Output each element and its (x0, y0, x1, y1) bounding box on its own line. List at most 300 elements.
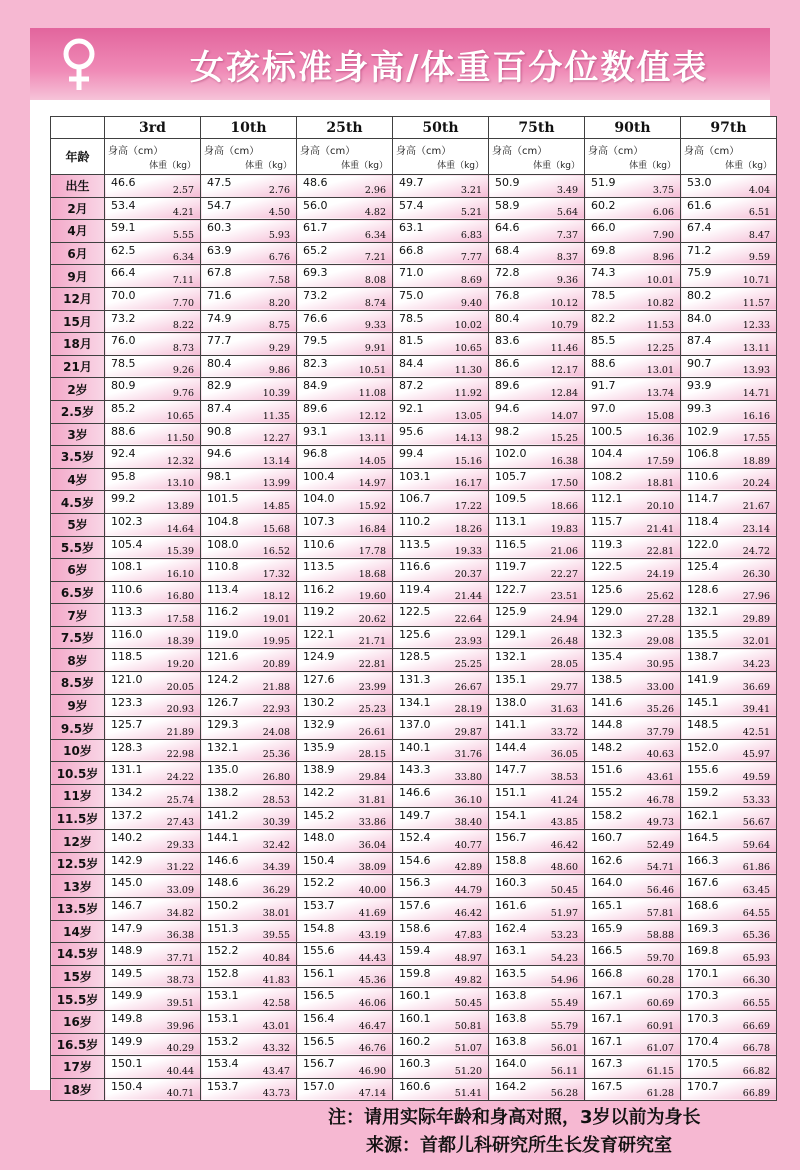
value-cell (297, 717, 393, 740)
height-value: 96.8 (303, 447, 328, 461)
weight-value: 42.58 (262, 997, 290, 1009)
value-cell (393, 287, 489, 310)
weight-value: 36.29 (262, 885, 290, 896)
height-value: 122.5 (399, 605, 431, 619)
height-value: 158.6 (399, 921, 431, 935)
weight-value: 46.76 (358, 1043, 386, 1055)
height-value: 153.1 (207, 989, 239, 1003)
value-cell (585, 672, 681, 695)
weight-value: 59.64 (742, 839, 770, 851)
height-value: 163.8 (495, 1034, 527, 1048)
weight-value: 22.98 (166, 749, 194, 761)
value-cell (681, 649, 777, 672)
value-cell (297, 220, 393, 243)
height-value: 137.2 (111, 808, 143, 822)
weight-value: 26.48 (550, 636, 578, 648)
corner-cell (51, 117, 105, 139)
weight-value: 9.86 (268, 365, 290, 377)
value-cell (393, 920, 489, 943)
height-value: 79.5 (303, 334, 328, 348)
value-cell (489, 785, 585, 808)
weight-value: 12.17 (550, 365, 578, 377)
weight-value: 42.89 (454, 862, 482, 874)
weight-value: 9.29 (268, 342, 290, 354)
weight-value: 6.34 (364, 229, 386, 241)
height-value: 162.1 (687, 808, 719, 822)
weight-value: 12.84 (550, 387, 578, 399)
height-value: 163.5 (495, 966, 527, 980)
weight-value: 12.27 (262, 433, 290, 445)
weight-value: 11.50 (166, 433, 194, 445)
height-value: 159.2 (687, 786, 719, 800)
weight-value: 50.81 (454, 1020, 482, 1032)
value-cell (201, 423, 297, 446)
height-value: 108.1 (111, 560, 143, 574)
height-value: 47.5 (207, 176, 232, 189)
weight-value: 34.23 (742, 659, 770, 671)
value-cell (585, 400, 681, 423)
table-row (51, 333, 777, 356)
value-cell (489, 807, 585, 830)
weight-value: 24.19 (646, 568, 674, 580)
weight-value: 26.61 (358, 726, 386, 738)
height-value: 159.4 (399, 944, 431, 958)
table-row (51, 965, 777, 988)
height-value: 66.4 (111, 266, 136, 280)
value-cell (585, 830, 681, 853)
value-cell (489, 400, 585, 423)
weight-value: 3.75 (652, 184, 674, 196)
value-cell (585, 310, 681, 333)
value-cell (105, 1033, 201, 1056)
value-cell (393, 197, 489, 220)
height-label: 身高（cm） (108, 146, 164, 157)
weight-value: 17.55 (742, 433, 770, 445)
value-cell (585, 898, 681, 921)
weight-value: 43.73 (262, 1088, 290, 1100)
source-note (366, 1131, 672, 1157)
height-value: 46.6 (111, 176, 136, 189)
table-row (51, 446, 777, 469)
height-value: 165.1 (591, 899, 623, 912)
value-cell (105, 943, 201, 966)
height-value: 144.4 (495, 740, 527, 754)
value-cell (681, 943, 777, 966)
weight-value: 51.07 (454, 1043, 482, 1055)
weight-value: 22.64 (454, 613, 482, 625)
value-cell (681, 965, 777, 988)
value-cell (393, 1033, 489, 1056)
height-value: 135.5 (687, 627, 719, 641)
table-row (51, 739, 777, 762)
height-value: 149.8 (111, 1011, 143, 1025)
value-cell (489, 672, 585, 695)
weight-value: 11.92 (454, 387, 482, 399)
height-value: 138.9 (303, 763, 335, 777)
value-cell (585, 785, 681, 808)
value-cell (681, 242, 777, 265)
value-cell (105, 378, 201, 401)
height-value: 85.5 (591, 334, 616, 348)
value-cell (297, 378, 393, 401)
weight-value: 51.41 (454, 1088, 482, 1100)
weight-value: 29.84 (358, 772, 386, 784)
value-cell (585, 513, 681, 536)
weight-value: 47.83 (454, 930, 482, 942)
value-cell (585, 355, 681, 378)
age-cell: 12月 (51, 287, 105, 310)
height-value: 102.9 (687, 424, 719, 438)
value-cell (585, 220, 681, 243)
age-cell: 12.5岁 (51, 852, 105, 875)
weight-value: 49.73 (646, 817, 674, 829)
height-value: 163.8 (495, 989, 527, 1003)
weight-value: 43.32 (262, 1043, 290, 1055)
value-cell (681, 378, 777, 401)
height-value: 89.6 (303, 401, 328, 415)
age-cell: 4岁 (51, 468, 105, 491)
height-value: 75.0 (399, 288, 424, 302)
age-cell: 12岁 (51, 830, 105, 853)
value-cell (201, 513, 297, 536)
height-value: 100.5 (591, 424, 623, 438)
value-cell (297, 1033, 393, 1056)
value-cell (105, 400, 201, 423)
value-cell (105, 513, 201, 536)
table-row (51, 287, 777, 310)
height-value: 151.3 (207, 921, 239, 935)
weight-value: 20.89 (262, 659, 290, 671)
value-cell (201, 468, 297, 491)
height-value: 156.7 (495, 831, 527, 845)
value-cell (489, 717, 585, 740)
height-value: 95.8 (111, 469, 136, 483)
value-cell (201, 175, 297, 198)
height-value: 156.3 (399, 876, 431, 890)
height-value: 90.8 (207, 424, 232, 438)
value-cell (681, 898, 777, 921)
age-cell: 3.5岁 (51, 446, 105, 469)
height-value: 88.6 (591, 356, 616, 370)
weight-value: 34.39 (262, 862, 290, 874)
weight-value: 15.39 (166, 546, 194, 558)
weight-value: 64.55 (742, 907, 770, 919)
value-cell (297, 852, 393, 875)
weight-value: 15.92 (358, 500, 386, 512)
value-cell (393, 1010, 489, 1033)
table-row (51, 265, 777, 288)
height-value: 157.0 (303, 1079, 335, 1093)
height-value: 170.3 (687, 989, 719, 1003)
weight-value: 9.91 (364, 342, 386, 354)
value-cell (585, 287, 681, 310)
weight-value: 2.76 (268, 184, 290, 196)
height-value: 73.2 (303, 288, 328, 302)
weight-value: 33.86 (358, 817, 386, 829)
value-cell (297, 965, 393, 988)
value-cell (201, 242, 297, 265)
height-value: 56.0 (303, 198, 328, 212)
value-cell (681, 220, 777, 243)
value-cell (585, 965, 681, 988)
value-cell (105, 333, 201, 356)
value-cell (201, 559, 297, 582)
height-value: 51.9 (591, 176, 616, 189)
weight-value: 4.50 (268, 207, 290, 219)
value-cell (105, 446, 201, 469)
height-value: 132.1 (495, 650, 527, 664)
age-cell: 11岁 (51, 785, 105, 808)
value-cell (201, 604, 297, 627)
weight-value: 46.78 (646, 794, 674, 806)
value-cell (297, 287, 393, 310)
height-value: 107.3 (303, 514, 335, 528)
height-value: 140.1 (399, 740, 431, 754)
weight-value: 7.11 (172, 274, 194, 286)
value-cell (681, 513, 777, 536)
value-cell (585, 468, 681, 491)
age-cell: 6岁 (51, 559, 105, 582)
weight-value: 23.14 (742, 523, 770, 535)
height-value: 122.7 (495, 582, 527, 596)
percentile-header: 90th (585, 117, 681, 139)
value-cell (297, 355, 393, 378)
value-cell (585, 378, 681, 401)
height-value: 71.0 (399, 266, 424, 280)
height-value: 76.0 (111, 334, 136, 348)
weight-value: 19.60 (358, 591, 386, 603)
weight-value: 43.47 (262, 1065, 290, 1077)
height-value: 89.6 (495, 379, 520, 393)
weight-value: 45.36 (358, 975, 386, 987)
weight-value: 17.32 (262, 568, 290, 580)
weight-value: 44.43 (358, 952, 386, 964)
value-cell (105, 694, 201, 717)
weight-value: 25.25 (454, 659, 482, 671)
value-cell (681, 287, 777, 310)
value-cell (105, 355, 201, 378)
height-value: 152.0 (687, 740, 719, 754)
percentile-header: 3rd (105, 117, 201, 139)
height-value: 113.3 (111, 605, 143, 619)
weight-value: 13.14 (262, 455, 290, 467)
value-cell (393, 378, 489, 401)
weight-value: 24.22 (166, 772, 194, 784)
weight-value: 44.79 (454, 885, 482, 896)
weight-value: 14.13 (454, 433, 482, 445)
height-value: 84.4 (399, 356, 424, 370)
height-value: 170.1 (687, 966, 719, 980)
height-value: 87.4 (207, 401, 232, 415)
height-value: 116.2 (303, 582, 335, 596)
value-cell (105, 287, 201, 310)
note-text: 请用实际年龄和身高对照，3岁以前为身长 (364, 1107, 701, 1128)
height-value: 105.7 (495, 469, 527, 483)
height-value: 170.7 (687, 1079, 719, 1093)
note-label: 注： (328, 1107, 364, 1128)
weight-value: 36.05 (550, 749, 578, 761)
value-cell (297, 626, 393, 649)
table-row (51, 468, 777, 491)
value-cell (297, 400, 393, 423)
weight-value: 18.12 (262, 591, 290, 603)
weight-value: 22.27 (550, 568, 578, 580)
value-cell (393, 513, 489, 536)
height-value: 167.1 (591, 1034, 623, 1048)
height-value: 141.9 (687, 673, 719, 687)
value-cell (393, 400, 489, 423)
weight-value: 37.71 (166, 952, 194, 964)
age-cell: 14.5岁 (51, 943, 105, 966)
age-column-header: 年龄 (51, 139, 105, 175)
age-cell: 15.5岁 (51, 988, 105, 1011)
height-value: 92.1 (399, 401, 424, 415)
weight-value: 42.51 (742, 726, 770, 738)
value-cell (489, 1056, 585, 1079)
height-weight-subheader (489, 139, 585, 175)
weight-value: 5.21 (460, 207, 482, 219)
height-value: 129.3 (207, 718, 239, 732)
weight-value: 40.77 (454, 839, 482, 851)
height-value: 122.0 (687, 537, 719, 551)
weight-value: 28.19 (454, 704, 482, 716)
weight-value: 3.21 (460, 184, 482, 196)
value-cell (393, 604, 489, 627)
value-cell (393, 785, 489, 808)
weight-value: 5.93 (268, 229, 290, 241)
weight-value: 36.69 (742, 681, 770, 693)
value-cell (585, 1056, 681, 1079)
weight-value: 16.17 (454, 478, 482, 490)
height-value: 104.4 (591, 447, 623, 461)
weight-value: 36.38 (166, 930, 194, 942)
age-cell: 9月 (51, 265, 105, 288)
height-value: 164.2 (495, 1079, 527, 1093)
table-row (51, 626, 777, 649)
age-cell: 15岁 (51, 965, 105, 988)
weight-value: 10.01 (646, 274, 674, 286)
age-cell: 11.5岁 (51, 807, 105, 830)
value-cell (105, 197, 201, 220)
weight-value: 6.06 (652, 207, 674, 219)
value-cell (489, 1078, 585, 1101)
value-cell (489, 830, 585, 853)
value-cell (489, 649, 585, 672)
value-cell (297, 265, 393, 288)
value-cell (105, 1056, 201, 1079)
weight-value: 9.26 (172, 365, 194, 377)
weight-value: 33.80 (454, 772, 482, 784)
weight-value: 65.36 (742, 930, 770, 942)
height-value: 71.6 (207, 288, 232, 302)
value-cell (105, 310, 201, 333)
value-cell (297, 694, 393, 717)
height-value: 94.6 (207, 447, 232, 461)
height-value: 99.4 (399, 447, 424, 461)
table-row (51, 988, 777, 1011)
age-cell: 10岁 (51, 739, 105, 762)
height-value: 66.0 (591, 221, 616, 235)
height-value: 149.9 (111, 989, 143, 1003)
height-value: 84.0 (687, 311, 712, 325)
height-value: 98.1 (207, 469, 232, 483)
weight-value: 61.15 (646, 1065, 674, 1077)
table-row (51, 875, 777, 898)
value-cell (297, 1078, 393, 1101)
weight-value: 52.49 (646, 839, 674, 851)
value-cell (489, 581, 585, 604)
weight-value: 20.10 (646, 500, 674, 512)
weight-value: 35.26 (646, 704, 674, 716)
weight-value: 33.72 (550, 726, 578, 738)
value-cell (297, 920, 393, 943)
weight-value: 59.70 (646, 952, 674, 964)
value-cell (393, 988, 489, 1011)
value-cell (489, 242, 585, 265)
weight-value: 65.93 (742, 952, 770, 964)
value-cell (393, 626, 489, 649)
height-value: 158.2 (591, 808, 623, 822)
value-cell (585, 875, 681, 898)
weight-value: 7.21 (364, 252, 386, 264)
table-row (51, 310, 777, 333)
height-value: 158.8 (495, 853, 527, 867)
value-cell (393, 762, 489, 785)
height-value: 148.9 (111, 944, 143, 958)
table-row (51, 378, 777, 401)
age-cell: 7岁 (51, 604, 105, 627)
weight-value: 40.84 (262, 952, 290, 964)
percentile-header: 50th (393, 117, 489, 139)
weight-value: 11.57 (742, 297, 770, 309)
height-value: 59.1 (111, 221, 136, 235)
weight-value: 51.20 (454, 1065, 482, 1077)
height-value: 125.4 (687, 560, 719, 574)
height-value: 112.1 (591, 492, 623, 506)
table-row (51, 1056, 777, 1079)
age-cell: 5岁 (51, 513, 105, 536)
value-cell (393, 694, 489, 717)
weight-value: 51.97 (550, 907, 578, 919)
weight-value: 34.82 (166, 907, 194, 919)
height-value: 169.8 (687, 944, 719, 958)
value-cell (681, 559, 777, 582)
table-row (51, 604, 777, 627)
weight-label: 体重（kg） (533, 161, 580, 171)
value-cell (201, 965, 297, 988)
height-value: 67.8 (207, 266, 232, 280)
table-row (51, 649, 777, 672)
height-value: 135.4 (591, 650, 623, 664)
weight-value: 24.94 (550, 613, 578, 625)
weight-value: 46.42 (454, 907, 482, 919)
weight-value: 20.37 (454, 568, 482, 580)
value-cell (681, 423, 777, 446)
height-value: 167.1 (591, 1011, 623, 1025)
weight-value: 66.55 (742, 997, 770, 1009)
weight-value: 33.09 (166, 885, 194, 896)
value-cell (105, 491, 201, 514)
height-value: 94.6 (495, 401, 520, 415)
height-value: 152.2 (303, 876, 335, 890)
height-value: 125.6 (399, 627, 431, 641)
height-value: 152.2 (207, 944, 239, 958)
value-cell (105, 762, 201, 785)
value-cell (681, 739, 777, 762)
weight-value: 9.36 (556, 274, 578, 286)
height-value: 128.3 (111, 740, 143, 754)
weight-value: 15.16 (454, 455, 482, 467)
